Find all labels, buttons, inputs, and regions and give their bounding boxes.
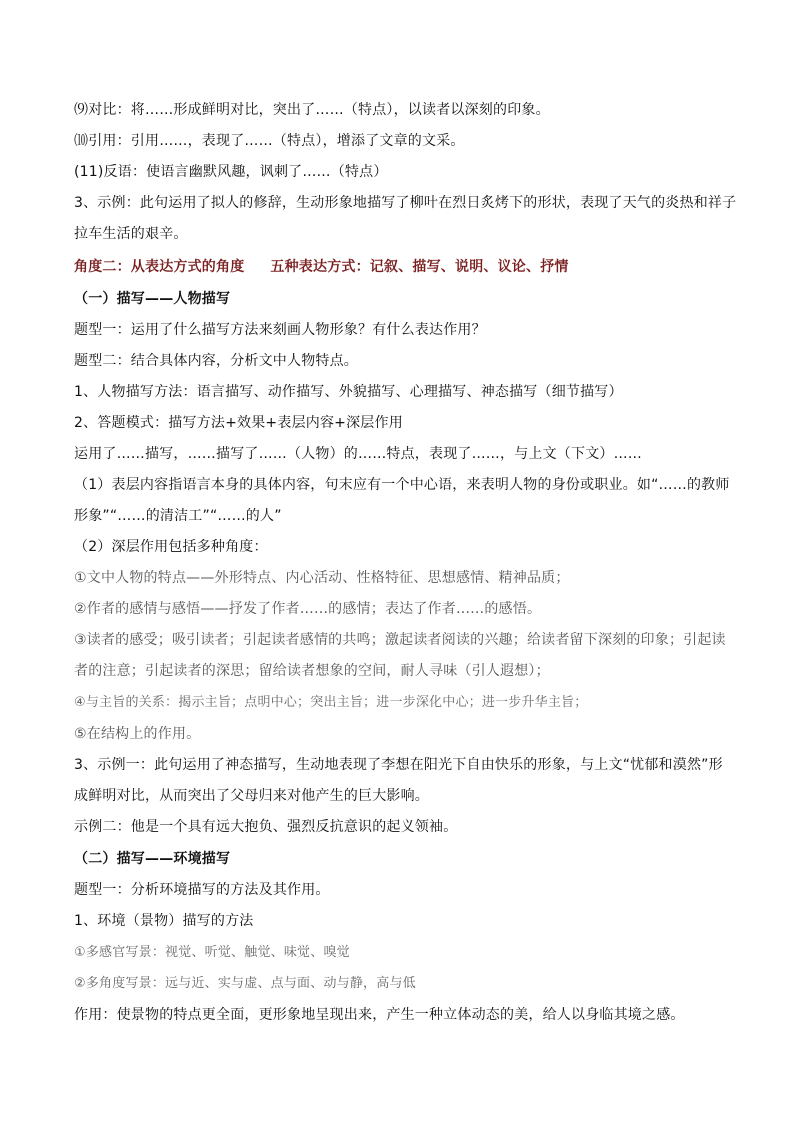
item-contrast: ⑼对比：将……形成鲜明对比，突出了……（特点），以读者以深刻的印象。 xyxy=(74,102,550,118)
example-two: 示例二：他是一个具有远大抱负、强烈反抗意识的起义领袖。 xyxy=(74,819,458,835)
environment-methods-title: 1、环境（景物）描写的方法 xyxy=(74,913,254,929)
description-methods: 1、人物描写方法：语言描写、动作描写、外貌描写、心理描写、神态描写（细节描写） xyxy=(74,384,623,400)
example-one-line2: 成鲜明对比，从而突出了父母归来对他产生的巨大影响。 xyxy=(74,788,429,804)
section-heading-angle-two xyxy=(74,257,754,277)
example-one-line1: 3、示例一：此句运用了神态描写，生动地表现了李想在阳光下自由快乐的形象，与上文“忧郁和漠然”形 xyxy=(74,757,723,773)
answer-pattern: 2、答题模式：描写方法+效果+表层内容+深层作用 xyxy=(74,415,403,431)
subheading-environment-description: （二）描写——环境描写 xyxy=(74,851,231,867)
answer-template: 运用了……描写，……描写了……（人物）的……特点，表现了……，与上文（下文）…… xyxy=(74,446,642,462)
surface-content-line1: （1）表层内容指语言本身的具体内容，句末应有一个中心语，来表明人物的身份或职业。如“……的教师 xyxy=(74,477,730,493)
example-paragraph-line1: 3、示例：此句运用了拟人的修辞，生动形象地描写了柳叶在烈日炙烤下的形状，表现了天气的炎热和祥子 xyxy=(74,195,737,211)
five-expression-modes: 五种表达方式：记叙、描写、说明、议论、抒情 xyxy=(270,259,569,275)
question-type-two: 题型二：结合具体内容，分析文中人物特点。 xyxy=(74,353,358,369)
multi-angle-description: ②多角度写景：远与近、实与虚、点与面、动与静，高与低 xyxy=(74,976,416,991)
item-quotation: ⑽引用：引用……，表现了……（特点），增添了文章的文采。 xyxy=(74,133,465,149)
deep-function-character: ①文中人物的特点——外形特点、内心活动、性格特征、思想感情、精神品质； xyxy=(74,570,570,586)
environment-question-type: 题型一：分析环境描写的方法及其作用。 xyxy=(74,882,330,898)
deep-function-intro: （2）深层作用包括多种角度： xyxy=(74,539,268,555)
deep-function-reader-line1: ③读者的感受；吸引读者；引起读者感情的共鸣；激起读者阅读的兴趣；给读者留下深刻的印象；引起读 xyxy=(74,632,726,648)
surface-content-line2: 形象”“……的清洁工”“……的人” xyxy=(74,508,282,524)
deep-function-theme: ④与主旨的关系：揭示主旨；点明中心；突出主旨；进一步深化中心；进一步升华主旨； xyxy=(74,695,588,710)
multi-sense-description: ①多感官写景：视觉、听觉、触觉、味觉、嗅觉 xyxy=(74,945,350,960)
environment-function: 作用：使景物的特点更全面，更形象地呈现出来，产生一种立体动态的美，给人以身临其境之感。 xyxy=(74,1007,685,1023)
item-irony: (11)反语：使语言幽默风趣，讽刺了……（特点） xyxy=(74,164,388,180)
question-type-one: 题型一：运用了什么描写方法来刻画人物形象？有什么表达作用？ xyxy=(74,322,486,338)
subheading-character-description: （一）描写——人物描写 xyxy=(74,291,231,307)
angle-two-title: 角度二：从表达方式的角度 xyxy=(74,259,245,275)
deep-function-author: ②作者的感情与感悟——抒发了作者……的感情；表达了作者……的感悟。 xyxy=(74,601,542,617)
example-paragraph-line2: 拉车生活的艰辛。 xyxy=(74,226,188,242)
deep-function-reader-line2: 者的注意；引起读者的深思；留给读者想象的空间，耐人寻味（引人遐想）； xyxy=(74,663,550,679)
deep-function-structure: ⑤在结构上的作用。 xyxy=(74,726,201,742)
